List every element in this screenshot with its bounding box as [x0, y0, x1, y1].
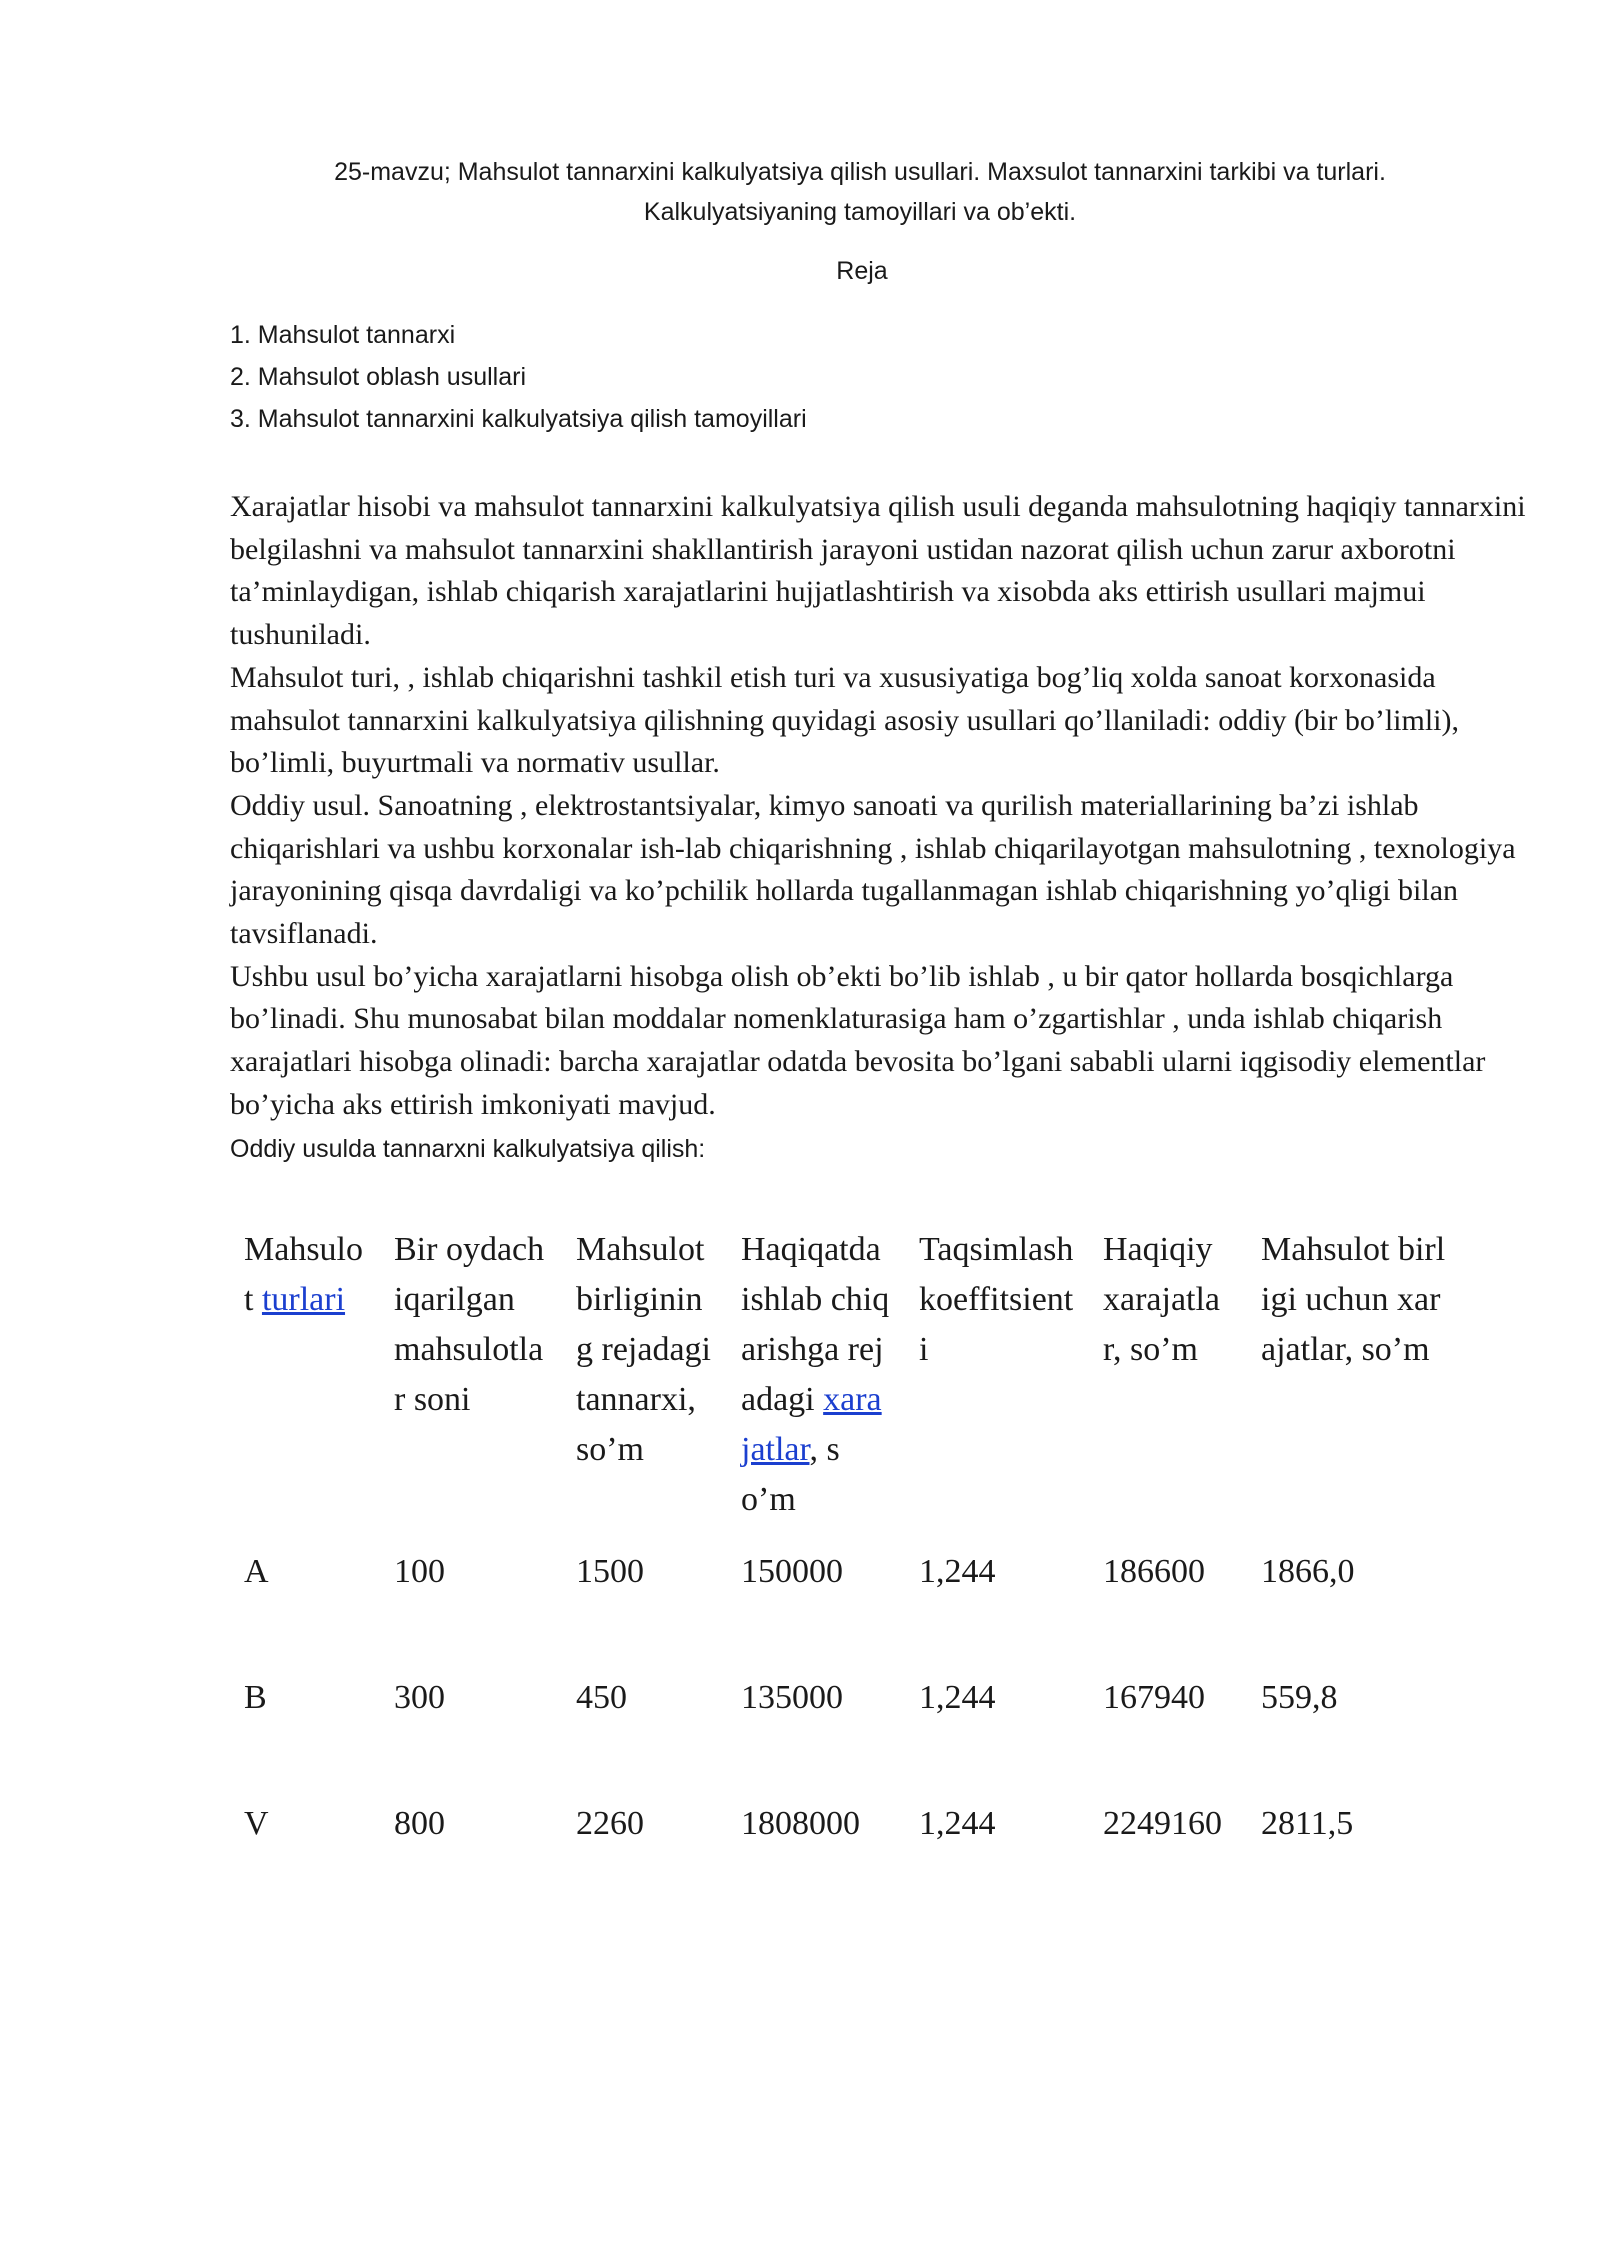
table-cell: 100 [394, 1553, 445, 1590]
table-cell: 167940 [1103, 1679, 1205, 1716]
table-cell: 1,244 [919, 1553, 996, 1590]
table-cell: 450 [576, 1679, 627, 1716]
header-cell-product-types: Mahsulot turlari [244, 1231, 363, 1318]
title-line-1: 25-mavzu; Mahsulot tannarxini kalkulyatsiya qilish usullari. Maxsulot tannarxini tarkibi va turlari. [334, 158, 1386, 186]
header-cell-actual-costs: Haqiqiy xarajatlar, so’m [1103, 1231, 1221, 1368]
paragraph: Xarajatlar hisobi va mahsulot tannarxini kalkulyatsiya qilish usuli deganda mahsulotning haqiqiy tannarxini belgilashni va mahsulot tannarxini shakllantirish jarayoni ustidan nazorat qilish uchun zarur axborotni ta’minlaydigan, ishlab chiqarish xarajatlarini hujjatlashtirish va xisobda aks ettirish usullari majmui tushuniladi. [230, 490, 1526, 652]
turlari-link[interactable]: turlari [261, 1281, 346, 1318]
plan-list [230, 314, 807, 440]
table-cell: 2249160 [1103, 1805, 1222, 1842]
table-cell: A [244, 1553, 269, 1590]
table-caption: Oddiy usulda tannarxni kalkulyatsiya qilish: [230, 1135, 706, 1163]
header-cell-monthly-output: Bir oydachiqarilgan mahsulotlar soni [394, 1231, 545, 1418]
plan-heading: Reja [836, 257, 888, 285]
header-cell-unit-costs: Mahsulot birligi uchun xarajatlar, so’m [1261, 1231, 1446, 1368]
table-cell: 1866,0 [1261, 1553, 1355, 1590]
paragraph: Ushbu usul bo’yicha xarajatlarni hisobga olish ob’ekti bo’lib ishlab , u bir qator hollarda bosqichlarga bo’linadi. Shu munosabat bilan moddalar nomenklaturasiga ham o’zgartishlar , unda ishlab chiqarish xarajatlari hisobga olinadi: barcha xarajatlar odatda bevosita bo’lgani sababli ularni iqgisodiy elementlar bo’yicha aks ettirish imkoniyati mavjud. [230, 959, 1486, 1121]
table-cell: 300 [394, 1679, 445, 1716]
table-row [230, 1673, 1460, 1799]
title-line-2: Kalkulyatsiyaning tamoyillari va ob’ekti. [643, 198, 1077, 226]
xarajatlar-link[interactable]: xarajatlar [741, 1381, 882, 1468]
plan-item: 2. Mahsulot oblash usullari [230, 363, 526, 391]
table-header-row [230, 1225, 1460, 1547]
table-cell: 186600 [1103, 1553, 1205, 1590]
table-cell: 2260 [576, 1805, 644, 1842]
table-cell: 2811,5 [1261, 1805, 1354, 1842]
header-cell-planned-costs: Haqiqatda ishlab chiqarishga rejadagi xarajatlar, so’m [741, 1231, 890, 1518]
table-cell: 1500 [576, 1553, 644, 1590]
header-cell-planned-unit-cost: Mahsulot birligining rejadagi tannarxi, so’m [576, 1231, 711, 1468]
table-row [230, 1547, 1460, 1673]
cost-calculation-table [230, 1225, 1460, 1925]
plan-item: 1. Mahsulot tannarxi [230, 321, 456, 349]
table-cell: B [244, 1679, 267, 1716]
table-cell: V [244, 1805, 269, 1842]
body-text [230, 486, 1530, 1127]
paragraph: Oddiy usul. Sanoatning , elektrostantsiyalar, kimyo sanoati va qurilish materiallarining ba’zi ishlab chiqarishlari va ushbu korxonalar ish-lab chiqarishning , ishlab chiqarilayotgan mahsulotning , texnologiya jarayonining qisqa davrdaligi va ko’pchilik hollarda tugallanmagan ishlab chiqarishning yo’qligi bilan tavsiflanadi. [230, 788, 1516, 951]
header-cell-distribution-coefficient: Taqsimlash koeffitsienti [919, 1231, 1074, 1368]
plan-item: 3. Mahsulot tannarxini kalkulyatsiya qilish tamoyillari [230, 405, 807, 433]
table-cell: 150000 [741, 1553, 843, 1590]
table-cell: 1,244 [919, 1805, 996, 1842]
paragraph: Mahsulot turi, , ishlab chiqarishni tashkil etish turi va xususiyatiga bog’liq xolda sanoat korxonasida mahsulot tannarxini kalkulyatsiya qilishning quyidagi asosiy usullari qo’llaniladi: oddiy (bir bo’limli), bo’limli, buyurtmali va normativ usullar. [230, 660, 1460, 780]
table-cell: 1,244 [919, 1679, 996, 1716]
table-row [230, 1799, 1460, 1925]
table-cell: 800 [394, 1805, 445, 1842]
table-cell: 135000 [741, 1679, 843, 1716]
table-cell: 1808000 [741, 1805, 860, 1842]
table-cell: 559,8 [1261, 1679, 1338, 1716]
document-title [230, 152, 1490, 232]
